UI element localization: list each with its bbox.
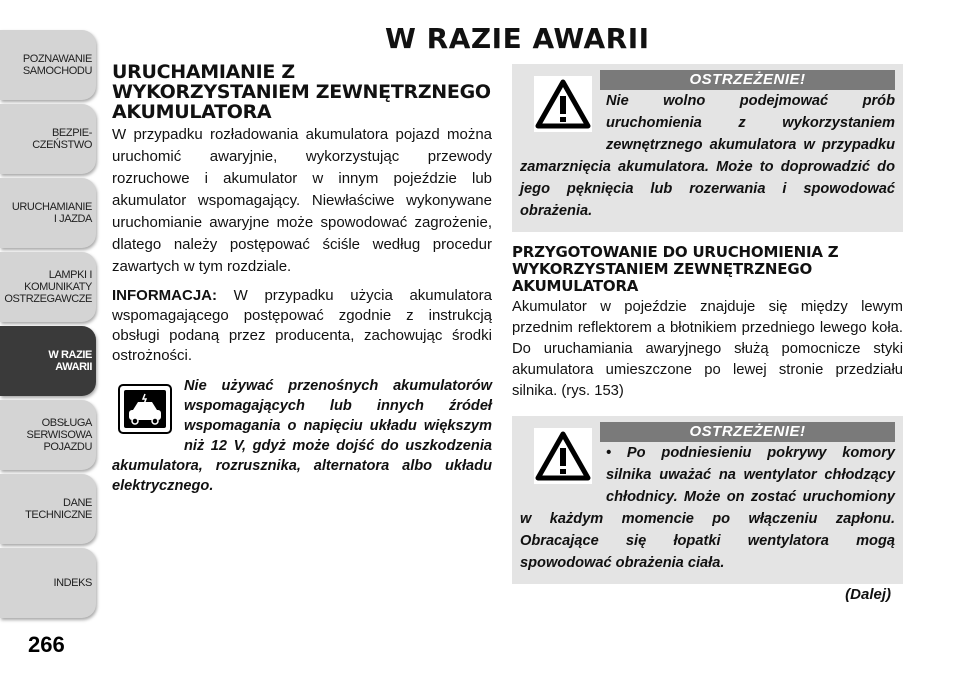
subsection-title: PRZYGOTOWANIE DO URUCHOMIENIA Z WYKORZYSTANIEM ZEWNĘTRZNEGO AKUMULATORA <box>512 243 839 295</box>
chapter-tabs <box>0 0 100 640</box>
tab-dane-techniczne[interactable] <box>0 474 96 544</box>
tab-label: POZNAWANIE SAMOCHODU <box>22 53 92 77</box>
tab-w-razie-awarii[interactable] <box>0 326 96 396</box>
page-number: 266 <box>28 632 65 657</box>
caution-note <box>112 376 492 496</box>
battery-caution-icon <box>118 384 172 434</box>
warning-triangle-icon <box>534 76 592 132</box>
right-column <box>512 64 903 603</box>
warning-body <box>520 442 895 574</box>
tab-indeks[interactable] <box>0 548 96 618</box>
tab-obsluga-serwisowa[interactable] <box>0 400 96 470</box>
section-title: URUCHAMIANIE Z WYKORZYSTANIEM ZEWNĘTRZNEGO AKUMULATORA <box>112 61 491 123</box>
warning-header: OSTRZEŻENIE! <box>600 422 895 442</box>
battery-location-paragraph: Akumulator w pojeździe znajduje się między lewym przednim reflektorem a błotnikiem przedniego lewego koła. Do uruchamiania awaryjnego służą pomocnicze styki akumulatora umieszczone po lewej stronie przedziału silnika. (rys. 153) <box>512 299 903 399</box>
warning-triangle-icon <box>534 428 592 484</box>
tab-bezpieczenstwo[interactable] <box>0 104 96 174</box>
info-text: W przypadku użycia akumulatora wspomagającego postępować zgodnie z instrukcją obsługi podaną przez producenta, zachowując środki ostrożności. <box>112 287 492 364</box>
tab-uruchamianie-i-jazda[interactable] <box>0 178 96 248</box>
warning-header: OSTRZEŻENIE! <box>600 70 895 90</box>
tab-label: DANE TECHNICZNE <box>25 497 92 521</box>
warning-box-frozen-battery <box>512 64 903 232</box>
tab-lampki-komunikaty[interactable] <box>0 252 96 322</box>
page-title: W RAZIE AWARII <box>385 22 650 55</box>
warning-box-fan <box>512 416 903 584</box>
caution-text: Nie używać przenośnych akumulatorów wspomagających lub innych źródeł wspomagania o napięciu układu większym niż 12 V, gdyż może dojść do uszkodzenia akumulatora, rozrusznika, alternatora albo układu elektrycznego. <box>112 378 492 494</box>
left-column <box>112 62 492 496</box>
tab-label: LAMPKI I KOMUNIKATY OSTRZEGAWCZE <box>4 269 92 305</box>
intro-paragraph: W przypadku rozładowania akumulatora pojazd można uruchomić awaryjnie, wykorzystując przewody rozruchowe i akumulator w innym pojeździe lub akumulator wspomagający. Niewłaściwe wykonywane uruchomianie awaryjne może spowodować zagrożenie, dlatego należy postępować ściśle według procedur zawartych w tym rozdziale. <box>112 126 492 275</box>
tab-label: W RAZIE AWARII <box>48 349 92 373</box>
warning-body <box>520 90 895 222</box>
tab-label: URUCHAMIANIE I JAZDA <box>11 201 92 225</box>
info-paragraph <box>112 286 492 366</box>
continued-label: (Dalej) <box>845 586 891 603</box>
warning-text: • Po podniesieniu pokrywy komory silnika uważać na wentylator chłodzący chłodnicy. Może on zostać uruchomiony w każdym momencie po włączeniu zapłonu. Obracające się łopatki wentylatora mogą spowodować obrażenia ciała. <box>520 445 895 571</box>
warning-text: Nie wolno podejmować prób uruchomienia z wykorzystaniem zewnętrznego akumulatora w przypadku zamarznięcia akumulatora. Może to doprowadzić do jego pęknięcia lub rozerwania i spowodować obrażenia. <box>520 93 895 219</box>
tab-poznawanie-samochodu[interactable] <box>0 30 96 100</box>
tab-label: INDEKS <box>53 577 92 589</box>
tab-label: OBSŁUGA SERWISOWA POJAZDU <box>26 417 92 453</box>
tab-label: BEZPIE- CZEŃSTWO <box>32 127 92 151</box>
info-label: INFORMACJA: <box>112 287 217 304</box>
